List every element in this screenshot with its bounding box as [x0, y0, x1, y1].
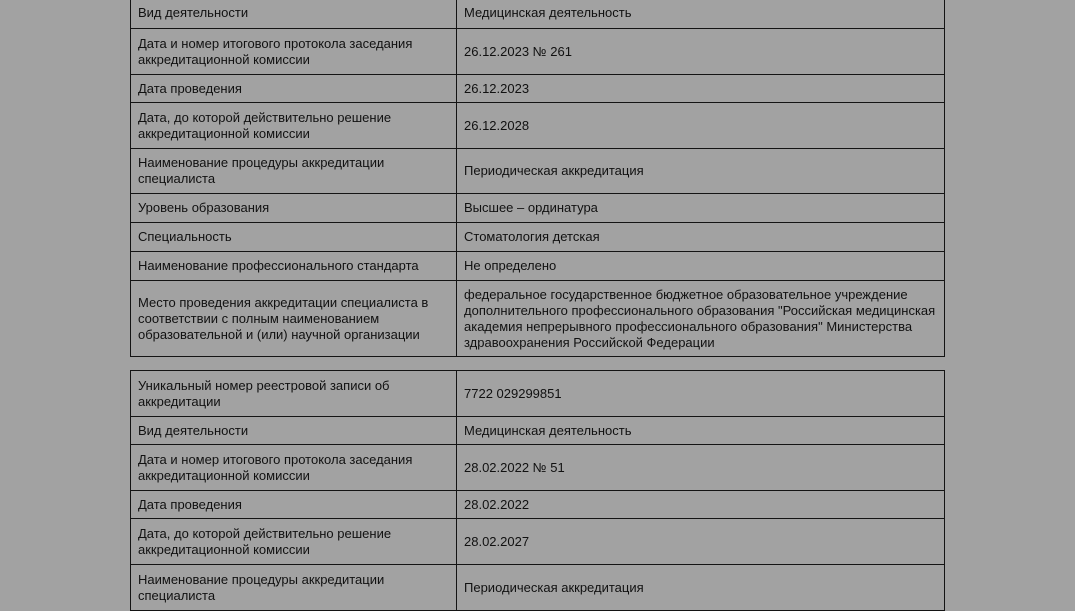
row-label: Дата проведения: [131, 75, 457, 103]
table-row: [131, 445, 945, 491]
row-label: Дата и номер итогового протокола заседания аккредитационной комиссии: [131, 445, 457, 491]
table-row: [131, 223, 945, 252]
table-row: [131, 371, 945, 417]
row-label: Уникальный номер реестровой записи об аккредитации: [131, 371, 457, 417]
row-value: федеральное государственное бюджетное образовательное учреждение дополнительного профессионального образования "Российская медицинская академия непрерывного профессионального образования" Министерства здравоохранения Российской Федерации: [457, 281, 945, 357]
table-row: [131, 75, 945, 103]
row-value: 7722 029299851: [457, 371, 945, 417]
table-row: [131, 103, 945, 149]
row-value: 26.12.2028: [457, 103, 945, 149]
row-value: Не определено: [457, 252, 945, 281]
table-row: [131, 194, 945, 223]
row-label: Вид деятельности: [131, 417, 457, 445]
table-row: [131, 491, 945, 519]
table-row: [131, 252, 945, 281]
row-label: Наименование процедуры аккредитации специалиста: [131, 565, 457, 611]
row-label: Наименование процедуры аккредитации специалиста: [131, 149, 457, 194]
row-label: Дата, до которой действительно решение аккредитационной комиссии: [131, 103, 457, 149]
row-value: Стоматология детская: [457, 223, 945, 252]
table-row: [131, 149, 945, 194]
row-value: 28.02.2027: [457, 519, 945, 565]
row-label: Дата и номер итогового протокола заседания аккредитационной комиссии: [131, 29, 457, 75]
table-row: [131, 29, 945, 75]
row-value: Периодическая аккредитация: [457, 565, 945, 611]
accreditation-record-table-2: [130, 370, 945, 611]
row-value: 28.02.2022: [457, 491, 945, 519]
row-label: Дата, до которой действительно решение аккредитационной комиссии: [131, 519, 457, 565]
table-row: [131, 519, 945, 565]
row-label: Наименование профессионального стандарта: [131, 252, 457, 281]
row-label: Место проведения аккредитации специалиста в соответствии с полным наименованием образовательной и (или) научной организации: [131, 281, 457, 357]
row-label: Уровень образования: [131, 194, 457, 223]
row-value: Высшее – ординатура: [457, 194, 945, 223]
row-value: 28.02.2022 № 51: [457, 445, 945, 491]
table-row: [131, 565, 945, 611]
row-value: 26.12.2023: [457, 75, 945, 103]
row-value: Периодическая аккредитация: [457, 149, 945, 194]
table-row: [131, 417, 945, 445]
row-value: Медицинская деятельность: [457, 0, 945, 29]
row-value: 26.12.2023 № 261: [457, 29, 945, 75]
accreditation-record-table-1: [130, 0, 945, 357]
row-label: Вид деятельности: [131, 0, 457, 29]
table-row: [131, 0, 945, 29]
table-row: [131, 281, 945, 357]
row-value: Медицинская деятельность: [457, 417, 945, 445]
row-label: Дата проведения: [131, 491, 457, 519]
row-label: Специальность: [131, 223, 457, 252]
